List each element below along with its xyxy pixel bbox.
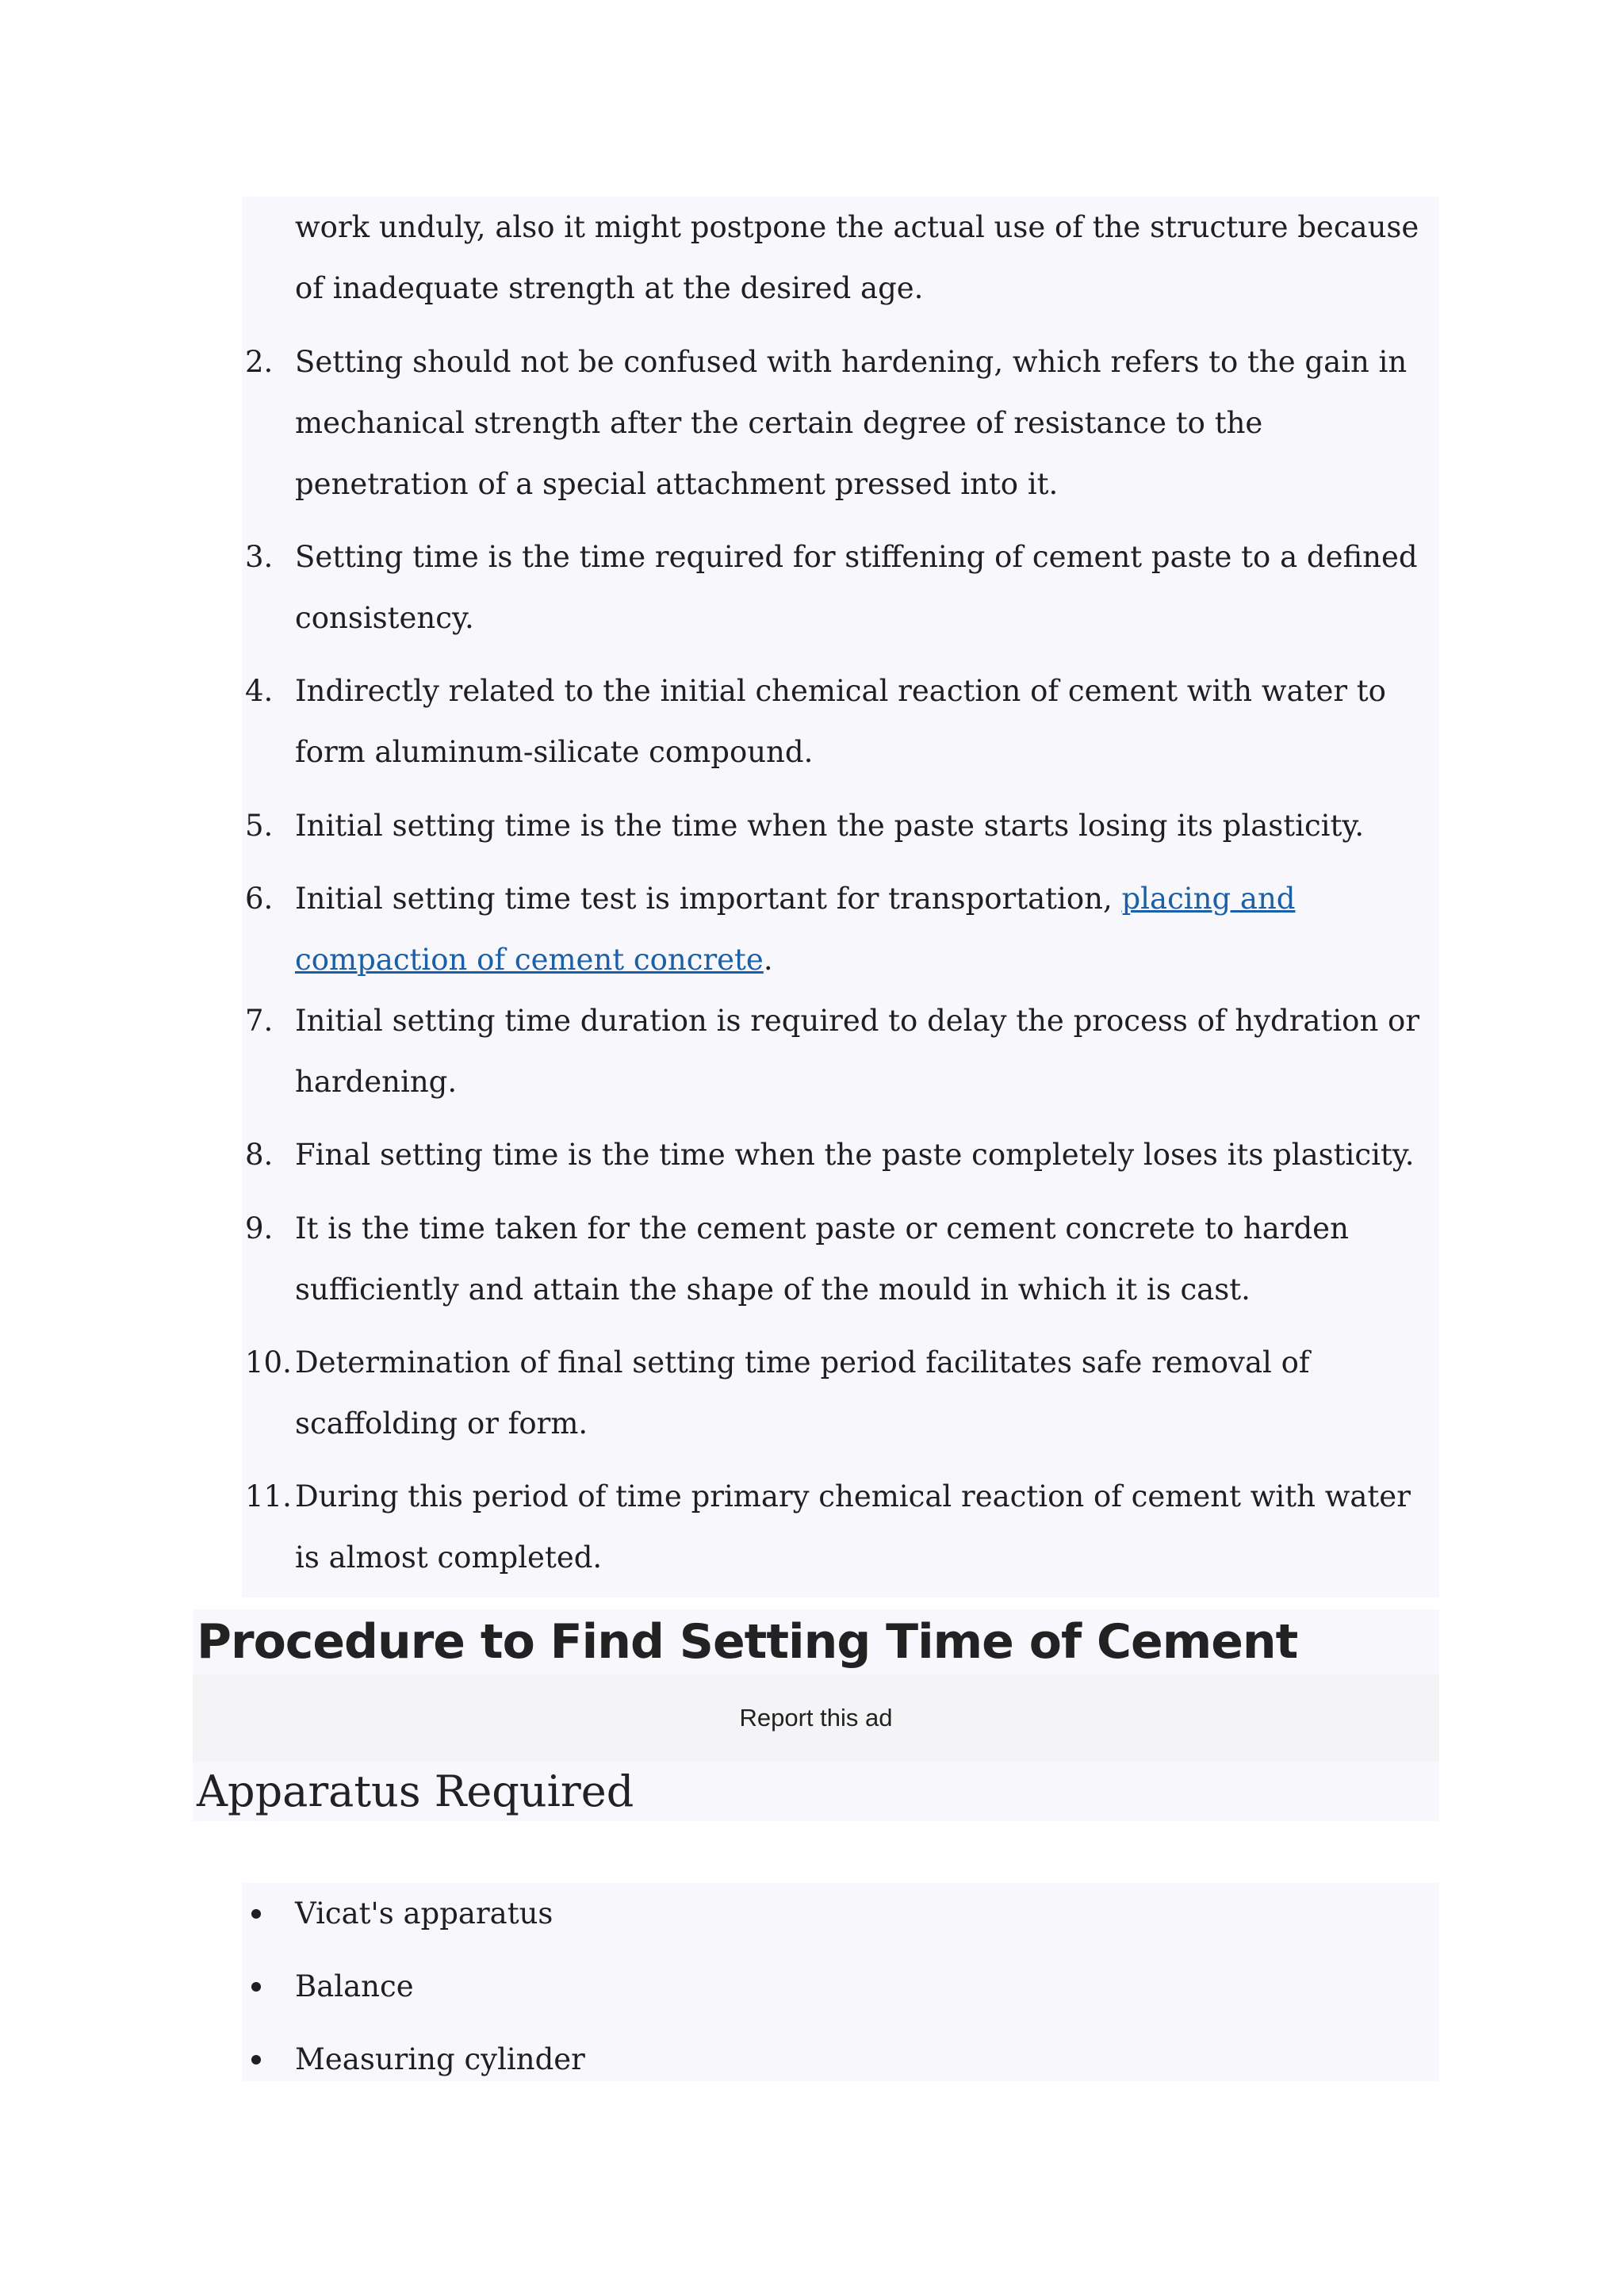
list-marker: 6. (245, 882, 274, 916)
apparatus-list (242, 1883, 1439, 2081)
bullet-icon (251, 1909, 261, 1919)
procedure-heading: Procedure to Find Setting Time of Cement (193, 1609, 1439, 1674)
placing-and-compaction-link[interactable]: placing and compaction of cement concrete (295, 882, 1296, 977)
list-item-text: Setting should not be confused with hardening, which refers to the gain in mechanical strength after the certain degree of resistance to the penetration of a special attachment pressed into it. (295, 345, 1408, 501)
list-item-text: It is the time taken for the cement paste or cement concrete to harden sufficiently and attain the shape of the mould in which it is cast. (295, 1211, 1349, 1307)
list-marker: 10. (245, 1345, 292, 1380)
list-item-text: Setting time is the time required for stiffening of cement paste to a defined consistency. (295, 540, 1418, 635)
list-item-text: Balance (295, 1969, 414, 2003)
list-marker: 8. (245, 1138, 274, 1172)
list-item-text: Measuring cylinder (295, 2042, 585, 2076)
list-marker: 9. (245, 1211, 274, 1246)
list-marker: 4. (245, 674, 274, 708)
list-item-text: During this period of time primary chemical reaction of cement with water is almost completed. (295, 1479, 1411, 1575)
list-item-text: Initial setting time duration is required to delay the process of hydration or hardening. (295, 1004, 1420, 1099)
list-marker: 2. (245, 345, 274, 379)
list-item-text: Final setting time is the time when the paste completely loses its plasticity. (295, 1138, 1415, 1172)
bullet-icon (251, 1982, 261, 1992)
report-ad-link[interactable]: Report this ad (193, 1674, 1439, 1762)
list-item-text: work unduly, also it might postpone the actual use of the structure because of inadequate strength at the desired age. (295, 210, 1419, 305)
list-marker: 7. (245, 1004, 274, 1038)
list-item-text: Determination of final setting time period facilitates safe removal of scaffolding or form. (295, 1345, 1310, 1441)
list-item-text (295, 868, 1437, 990)
list-marker: 5. (245, 809, 274, 843)
list-item-text: Vicat's apparatus (295, 1896, 553, 1931)
bullet-icon (251, 2055, 261, 2064)
list-item-text-lead: Initial setting time test is important for transportation, (295, 882, 1122, 916)
list-marker: 3. (245, 540, 274, 574)
list-item-text: Initial setting time is the time when the paste starts losing its plasticity. (295, 809, 1365, 843)
numbered-list (242, 197, 1439, 1598)
list-item-text-end: . (763, 943, 773, 977)
list-item-text: Indirectly related to the initial chemical reaction of cement with water to form aluminum-silicate compound. (295, 674, 1386, 769)
list-marker: 11. (245, 1479, 292, 1513)
apparatus-heading: Apparatus Required (193, 1762, 1439, 1821)
